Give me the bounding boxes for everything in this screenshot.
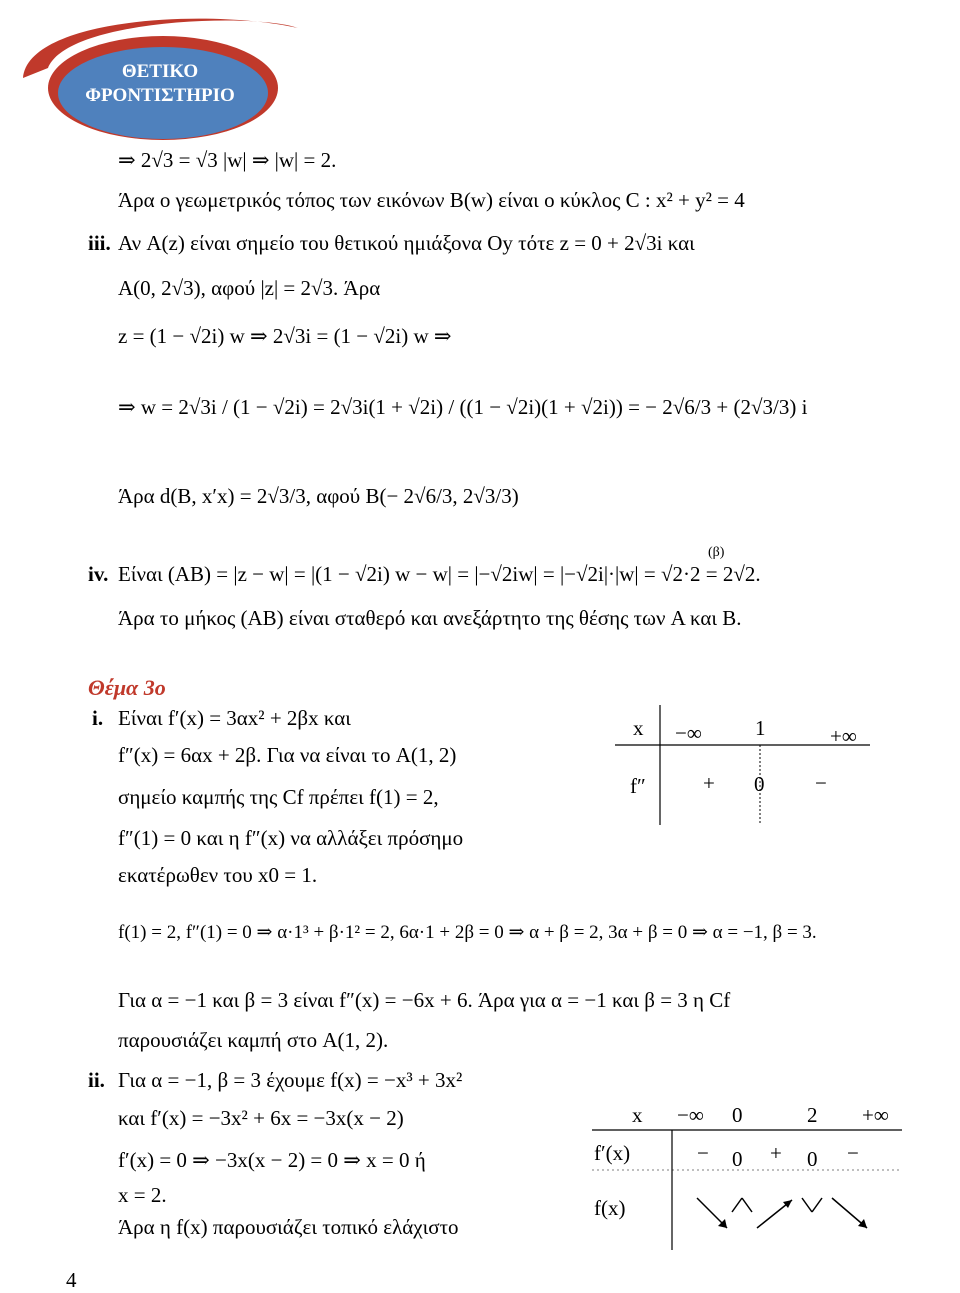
line-17: Για α = −1 και β = 3 είναι f″(x) = −6x + 6. Άρα για α = −1 και β = 3 η Cf xyxy=(118,988,731,1012)
table2-fprime-label: f′(x) xyxy=(594,1141,631,1165)
table1-plus-inf: +∞ xyxy=(830,724,857,748)
line-6: ⇒ w = 2√3i / (1 − √2i) = 2√3i(1 + √2i) / ((1 − √2i)(1 + √2i)) = − 2√6/3 + (2√3/3) i xyxy=(118,395,808,419)
line-1: ⇒ 2√3 = √3 |w| ⇒ |w| = 2. xyxy=(118,148,337,172)
page-number: 4 xyxy=(66,1268,77,1292)
line-18: παρουσιάζει καμπή στο A(1, 2). xyxy=(118,1028,389,1052)
line-15: εκατέρωθεν του x0 = 1. xyxy=(118,863,318,887)
table1-x-label: x xyxy=(633,716,644,740)
line-9: Άρα το μήκος (AB) είναι σταθερό και ανεξάρτητο της θέσης των A και B. xyxy=(118,606,742,630)
line-19: Για α = −1, β = 3 έχουμε f(x) = −x³ + 3x² xyxy=(118,1068,463,1092)
line-21: f′(x) = 0 ⇒ −3x(x − 2) = 0 ⇒ x = 0 ή xyxy=(118,1148,426,1172)
table2-x0: 0 xyxy=(732,1103,743,1127)
logo-line-1: ΘΕΤΙΚΟ xyxy=(121,61,199,82)
line-2: Άρα ο γεωμετρικός τόπος των εικόνων B(w) είναι ο κύκλος C : x² + y² = 4 xyxy=(118,188,745,212)
sign-table-1 xyxy=(615,705,880,825)
line-16-system: f(1) = 2, f″(1) = 0 ⇒ α·1³ + β·1² = 2, 6α·1 + 2β = 0 ⇒ α + β = 2, 3α + β = 0 ⇒ α = −1, β = 3. xyxy=(118,922,817,943)
table2-decrease-arrow-1 xyxy=(697,1198,727,1228)
line-11: Είναι f′(x) = 3αx² + 2βx και xyxy=(118,706,351,730)
table2-min-marker xyxy=(732,1198,752,1212)
line-23: Άρα η f(x) παρουσιάζει τοπικό ελάχιστο xyxy=(118,1215,459,1239)
label-ii: ii. xyxy=(88,1068,105,1092)
line-8: Είναι (AB) = |z − w| = |(1 − √2i) w − w| = |−√2iw| = |−√2i|·|w| = √2·2 = 2√2. xyxy=(118,562,761,586)
beta-note: (β) xyxy=(708,545,725,560)
table2-minus-1: − xyxy=(697,1141,709,1165)
line-7: Άρα d(B, x′x) = 2√3/3, αφού B(− 2√6/3, 2√3/3) xyxy=(118,484,519,508)
line-22: x = 2. xyxy=(118,1183,167,1207)
table2-zero-1: 0 xyxy=(732,1147,743,1171)
table1-minus: − xyxy=(815,771,827,795)
table2-increase-arrow xyxy=(757,1200,792,1228)
heading-theme-3: Θέμα 3ο xyxy=(88,675,166,700)
line-5: z = (1 − √2i) w ⇒ 2√3i = (1 − √2i) w ⇒ xyxy=(118,324,452,348)
table2-decrease-arrow-2 xyxy=(832,1198,867,1228)
line-12: f″(x) = 6αx + 2β. Για να είναι το A(1, 2) xyxy=(118,743,457,767)
table1-minus-inf: −∞ xyxy=(675,721,702,745)
line-14: f″(1) = 0 και η f″(x) να αλλάξει πρόσημο xyxy=(118,826,464,850)
table2-x-label: x xyxy=(632,1103,643,1127)
table1-f2-label: f″ xyxy=(630,774,646,798)
label-iii: iii. xyxy=(88,231,111,255)
label-iv: iv. xyxy=(88,562,109,586)
table2-x2: 2 xyxy=(807,1103,818,1127)
table2-max-marker xyxy=(802,1198,822,1212)
table1-plus: + xyxy=(703,771,715,795)
table2-minus-inf: −∞ xyxy=(677,1103,704,1127)
label-i: i. xyxy=(92,706,104,730)
line-13: σημείο καμπής της Cf πρέπει f(1) = 2, xyxy=(118,785,439,809)
line-4: A(0, 2√3), αφού |z| = 2√3. Άρα xyxy=(118,276,381,300)
logo-text xyxy=(70,60,250,108)
table2-minus-2: − xyxy=(847,1141,859,1165)
sign-table-2 xyxy=(592,1100,912,1250)
table2-zero-2: 0 xyxy=(807,1147,818,1171)
logo-line-2: ΦΡΟΝΤΙΣΤΗΡΙΟ xyxy=(85,85,235,106)
table2-plus-inf: +∞ xyxy=(862,1103,889,1127)
table2-plus: + xyxy=(770,1141,782,1165)
table1-zero: 0 xyxy=(754,772,765,796)
line-3: Αν A(z) είναι σημείο του θετικού ημιάξονα Oy τότε z = 0 + 2√3i και xyxy=(118,231,695,255)
table2-f-label: f(x) xyxy=(594,1196,626,1220)
line-20: και f′(x) = −3x² + 6x = −3x(x − 2) xyxy=(118,1106,404,1130)
table1-x1: 1 xyxy=(755,716,766,740)
